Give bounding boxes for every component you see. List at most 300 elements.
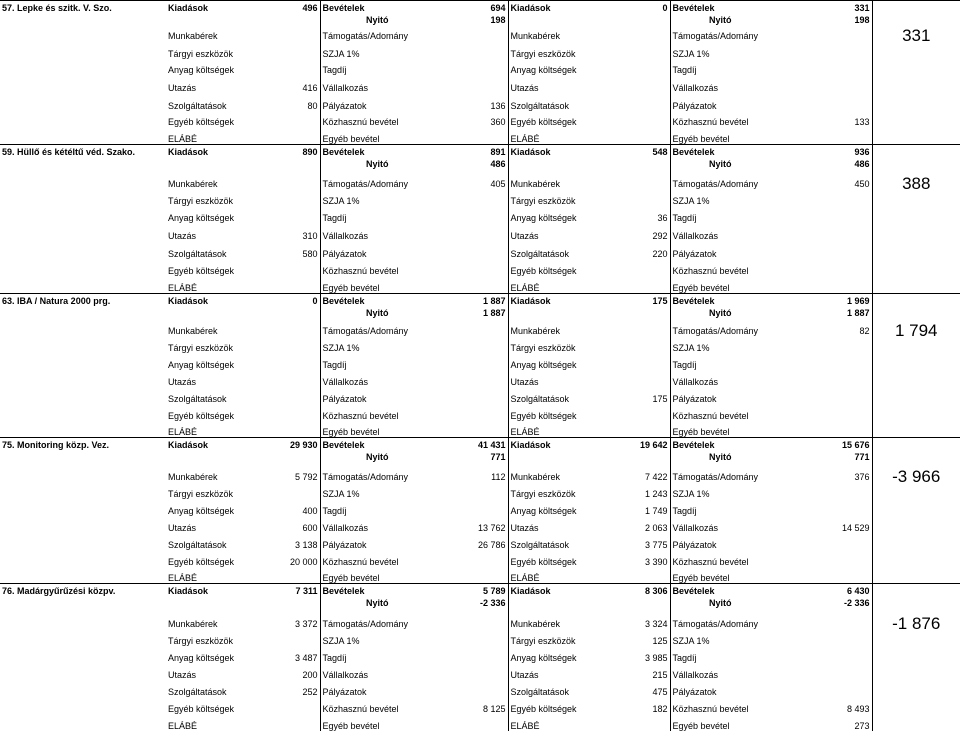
- expense-category: Utazás: [508, 223, 616, 241]
- detail-row: [0, 680, 960, 697]
- detail-row: [0, 276, 960, 294]
- income-category: Közhasznú bevétel: [670, 697, 770, 714]
- expense-value-1: [256, 127, 320, 145]
- income-value-2: 450: [854, 178, 870, 189]
- income-value-1: [434, 223, 508, 241]
- expense-category: ELÁBÉ: [508, 421, 616, 438]
- income-category: Közhasznú bevétel: [320, 404, 434, 421]
- expense-value-1: [256, 387, 320, 404]
- income-category: Egyéb bevétel: [670, 276, 770, 294]
- expense-value-2: 125: [652, 635, 668, 646]
- empty-cell: [0, 223, 166, 241]
- detail-row: [0, 714, 960, 731]
- income-value-2: [770, 499, 872, 516]
- expense-category: Anyag költségek: [168, 652, 235, 663]
- expenses-label: Kiadások: [166, 294, 256, 306]
- opening-value-1: 1 887: [482, 307, 506, 318]
- income-value-2: 273: [854, 720, 870, 731]
- result-column-cell: [872, 714, 960, 731]
- income-label: Bevételek: [670, 1, 770, 13]
- expense-category: Szolgáltatások: [508, 241, 616, 259]
- income-category: Közhasznú bevétel: [670, 550, 770, 567]
- empty-cell: [0, 714, 166, 731]
- expense-category: ELÁBÉ: [168, 573, 198, 583]
- opening-label: Nyitó: [320, 306, 434, 318]
- income-category: Támogatás/Adomány: [670, 608, 770, 629]
- income-value-2: [770, 353, 872, 370]
- income-value-1: [434, 41, 508, 59]
- detail-row: [0, 499, 960, 516]
- income-value-1: [434, 629, 508, 646]
- income-category: Pályázatok: [670, 387, 770, 404]
- empty-cell: [0, 516, 166, 533]
- income-category: SZJA 1%: [670, 41, 770, 59]
- opening-label: Nyitó: [320, 13, 434, 25]
- detail-row: [0, 629, 960, 646]
- expense-value-2: [616, 41, 670, 59]
- opening-value-1: 198: [490, 14, 506, 25]
- empty-cell: [166, 157, 256, 169]
- income-value-2: [770, 567, 872, 584]
- detail-row: [0, 462, 960, 482]
- expense-category: Szolgáltatások: [168, 539, 227, 550]
- expense-category: ELÁBÉ: [168, 283, 198, 293]
- income-value-1: [434, 336, 508, 353]
- income-category: Közhasznú bevétel: [320, 111, 434, 127]
- expense-category: Tárgyi eszközök: [508, 189, 616, 206]
- detail-row: [0, 127, 960, 145]
- expense-category: Munkabérek: [508, 25, 616, 41]
- expense-value-2: 175: [652, 393, 668, 404]
- expense-value-1: 416: [302, 82, 318, 93]
- detail-row: [0, 663, 960, 680]
- opening-value-1: 771: [490, 451, 506, 462]
- income-value-1: [434, 646, 508, 663]
- income-category: Vállalkozás: [320, 223, 434, 241]
- detail-row: [0, 206, 960, 223]
- expenses-label: Kiadások: [508, 584, 616, 596]
- empty-cell: [508, 157, 616, 169]
- expense-category: ELÁBÉ: [508, 127, 616, 145]
- empty-cell: [0, 206, 166, 223]
- income-category: Egyéb bevétel: [670, 567, 770, 584]
- detail-row: [0, 697, 960, 714]
- expense-category: Utazás: [508, 75, 616, 93]
- expense-value-1: [256, 41, 320, 59]
- income-value-2: [770, 646, 872, 663]
- income-value-1: [434, 318, 508, 336]
- expense-value-2: [616, 318, 670, 336]
- block-title: 76. Madárgyűrűzési közpv.: [0, 584, 166, 596]
- detail-row: [0, 550, 960, 567]
- expense-category: Tárgyi eszközök: [168, 488, 234, 499]
- expense-category: Szolgáltatások: [168, 100, 227, 111]
- income-value-2: [770, 276, 872, 294]
- income-value-2: [770, 223, 872, 241]
- expense-category: Egyéb költségek: [168, 265, 235, 276]
- expenses-label: Kiadások: [508, 1, 616, 13]
- income-category: Pályázatok: [320, 241, 434, 259]
- opening-label: Nyitó: [670, 157, 770, 169]
- income-value-1: [434, 370, 508, 387]
- expense-category: Egyéb költségek: [508, 111, 616, 127]
- expense-value-2: [616, 75, 670, 93]
- income-category: Tagdíj: [320, 646, 434, 663]
- expense-value-2: [616, 370, 670, 387]
- detail-row: [0, 370, 960, 387]
- expense-category: Utazás: [168, 669, 197, 680]
- income-category: SZJA 1%: [670, 336, 770, 353]
- expense-category: Utazás: [168, 376, 197, 387]
- expense-category: Anyag költségek: [508, 206, 616, 223]
- income-value-2: [770, 127, 872, 145]
- empty-cell: [166, 306, 256, 318]
- income-value-1: [434, 75, 508, 93]
- result-column-cell: [872, 336, 960, 353]
- income-value-1: [434, 206, 508, 223]
- expense-category: Egyéb költségek: [508, 550, 616, 567]
- expenses-total-2: 548: [616, 145, 670, 157]
- opening-row: [0, 13, 960, 25]
- income-label: Bevételek: [320, 584, 434, 596]
- empty-cell: [0, 169, 166, 189]
- empty-cell: [508, 596, 616, 608]
- empty-cell: [0, 318, 166, 336]
- expense-value-1: [256, 421, 320, 438]
- opening-label: Nyitó: [670, 450, 770, 462]
- expense-category: Egyéb költségek: [168, 556, 235, 567]
- expense-category: ELÁBÉ: [168, 134, 198, 144]
- detail-row: [0, 223, 960, 241]
- income-category: Vállalkozás: [670, 75, 770, 93]
- expense-value-1: [256, 169, 320, 189]
- result-column-cell: [872, 550, 960, 567]
- block-header-row: [0, 438, 960, 450]
- income-category: Tagdíj: [670, 59, 770, 75]
- expense-value-2: 3 775: [644, 539, 668, 550]
- expenses-total-2: 19 642: [616, 438, 670, 450]
- income-category: Tagdíj: [320, 499, 434, 516]
- expense-value-1: [256, 276, 320, 294]
- result-column-cell: [872, 646, 960, 663]
- expense-category: Tárgyi eszközök: [508, 41, 616, 59]
- income-value-2: [770, 59, 872, 75]
- expense-value-2: [616, 169, 670, 189]
- income-category: Támogatás/Adomány: [320, 608, 434, 629]
- income-value-2: 133: [854, 116, 870, 127]
- detail-row: [0, 482, 960, 499]
- expense-value-2: 220: [652, 248, 668, 259]
- detail-row: [0, 516, 960, 533]
- income-category: Tagdíj: [670, 206, 770, 223]
- income-total-2: 6 430: [770, 584, 872, 596]
- income-category: Közhasznú bevétel: [670, 259, 770, 276]
- income-value-1: 8 125: [482, 703, 506, 714]
- empty-cell: [166, 450, 256, 462]
- empty-cell: [0, 629, 166, 646]
- income-category: SZJA 1%: [670, 629, 770, 646]
- detail-row: [0, 646, 960, 663]
- income-category: Közhasznú bevétel: [670, 404, 770, 421]
- empty-cell: [0, 157, 166, 169]
- expense-category: Szolgáltatások: [168, 686, 227, 697]
- income-category: Egyéb bevétel: [670, 714, 770, 731]
- expense-value-1: [256, 482, 320, 499]
- block-header-row: [0, 1, 960, 13]
- result-column-cell: [872, 75, 960, 93]
- result-column-cell: [872, 370, 960, 387]
- block-result: -3 966: [872, 438, 960, 482]
- income-category: Vállalkozás: [670, 663, 770, 680]
- expense-category: Szolgáltatások: [168, 248, 227, 259]
- result-column-cell: [872, 516, 960, 533]
- income-category: SZJA 1%: [670, 482, 770, 499]
- income-value-1: 360: [490, 116, 506, 127]
- opening-label: Nyitó: [320, 596, 434, 608]
- income-category: Pályázatok: [670, 93, 770, 111]
- income-value-1: [434, 59, 508, 75]
- result-column-cell: [872, 533, 960, 550]
- empty-cell: [0, 499, 166, 516]
- income-value-1: [434, 353, 508, 370]
- expense-value-1: [256, 567, 320, 584]
- empty-cell: [0, 370, 166, 387]
- result-column-cell: [872, 206, 960, 223]
- expenses-label: Kiadások: [166, 438, 256, 450]
- empty-cell: [166, 596, 256, 608]
- expense-category: Anyag költségek: [508, 59, 616, 75]
- income-category: Pályázatok: [670, 680, 770, 697]
- income-label: Bevételek: [320, 145, 434, 157]
- expense-value-2: [616, 259, 670, 276]
- empty-cell: [0, 111, 166, 127]
- empty-cell: [0, 127, 166, 145]
- empty-cell: [256, 306, 320, 318]
- income-total-1: 41 431: [434, 438, 508, 450]
- expense-category: Egyéb költségek: [168, 703, 235, 714]
- income-value-1: [434, 276, 508, 294]
- empty-cell: [166, 13, 256, 25]
- expense-value-2: 3 390: [644, 556, 668, 567]
- expense-category: Munkabérek: [508, 608, 616, 629]
- expense-category: Szolgáltatások: [508, 680, 616, 697]
- expense-value-2: [616, 189, 670, 206]
- income-category: Egyéb bevétel: [320, 714, 434, 731]
- empty-cell: [0, 533, 166, 550]
- block-title: 59. Hüllő és kétéltű véd. Szako.: [0, 145, 166, 157]
- result-column-cell: [872, 499, 960, 516]
- empty-cell: [256, 13, 320, 25]
- detail-row: [0, 387, 960, 404]
- opening-row: [0, 306, 960, 318]
- income-category: Vállalkozás: [670, 370, 770, 387]
- expense-category: Szolgáltatások: [508, 533, 616, 550]
- expense-value-1: [256, 697, 320, 714]
- detail-row: [0, 111, 960, 127]
- empty-cell: [256, 596, 320, 608]
- income-category: Vállalkozás: [320, 370, 434, 387]
- income-category: Egyéb bevétel: [320, 127, 434, 145]
- detail-row: [0, 567, 960, 584]
- income-value-2: [770, 533, 872, 550]
- empty-cell: [0, 663, 166, 680]
- block-header-row: [0, 294, 960, 306]
- result-column-cell: [872, 421, 960, 438]
- expense-category: ELÁBÉ: [168, 427, 198, 437]
- income-value-2: [770, 550, 872, 567]
- income-value-2: 14 529: [841, 522, 870, 533]
- income-value-1: [434, 550, 508, 567]
- empty-cell: [0, 75, 166, 93]
- opening-value-1: 486: [490, 158, 506, 169]
- income-value-2: [770, 404, 872, 421]
- expense-value-2: 7 422: [644, 471, 668, 482]
- income-category: Pályázatok: [670, 533, 770, 550]
- income-category: Támogatás/Adomány: [670, 169, 770, 189]
- expense-category: Szolgáltatások: [508, 387, 616, 404]
- empty-cell: [0, 697, 166, 714]
- result-column-cell: [872, 404, 960, 421]
- empty-cell: [0, 41, 166, 59]
- detail-row: [0, 259, 960, 276]
- expense-value-1: 580: [302, 248, 318, 259]
- income-category: Vállalkozás: [320, 516, 434, 533]
- income-value-2: [770, 206, 872, 223]
- expense-category: Anyag költségek: [168, 359, 235, 370]
- expense-category: ELÁBÉ: [508, 567, 616, 584]
- empty-cell: [256, 157, 320, 169]
- empty-cell: [0, 336, 166, 353]
- result-column-cell: [872, 93, 960, 111]
- income-value-2: [770, 336, 872, 353]
- expenses-total-1: 496: [256, 1, 320, 13]
- income-label: Bevételek: [320, 438, 434, 450]
- income-label: Bevételek: [670, 584, 770, 596]
- empty-cell: [0, 608, 166, 629]
- expenses-label: Kiadások: [166, 1, 256, 13]
- empty-cell: [0, 189, 166, 206]
- income-category: SZJA 1%: [320, 482, 434, 499]
- income-value-1: [434, 259, 508, 276]
- detail-row: [0, 533, 960, 550]
- expense-value-1: 20 000: [289, 556, 318, 567]
- expense-value-2: 36: [657, 212, 668, 223]
- expense-value-1: [256, 59, 320, 75]
- income-category: Vállalkozás: [320, 663, 434, 680]
- result-column-cell: [872, 663, 960, 680]
- income-category: SZJA 1%: [320, 189, 434, 206]
- income-value-2: [770, 189, 872, 206]
- income-value-1: [434, 387, 508, 404]
- income-category: Támogatás/Adomány: [320, 462, 434, 482]
- expense-category: Tárgyi eszközök: [168, 48, 234, 59]
- empty-cell: [508, 306, 616, 318]
- income-category: Pályázatok: [320, 680, 434, 697]
- empty-cell: [0, 404, 166, 421]
- expense-category: Tárgyi eszközök: [508, 629, 616, 646]
- empty-cell: [0, 59, 166, 75]
- empty-cell: [0, 462, 166, 482]
- expenses-total-1: 29 930: [256, 438, 320, 450]
- income-value-2: [770, 93, 872, 111]
- result-column-cell: [872, 259, 960, 276]
- income-category: Közhasznú bevétel: [320, 550, 434, 567]
- expense-value-2: [616, 59, 670, 75]
- income-category: Támogatás/Adomány: [320, 25, 434, 41]
- income-category: Vállalkozás: [670, 516, 770, 533]
- expense-value-1: 200: [302, 669, 318, 680]
- empty-cell: [0, 93, 166, 111]
- expense-value-1: [256, 370, 320, 387]
- expense-value-1: [256, 111, 320, 127]
- expenses-total-2: 0: [616, 1, 670, 13]
- expense-value-2: [616, 404, 670, 421]
- expense-category: Egyéb költségek: [168, 410, 235, 421]
- income-category: Pályázatok: [670, 241, 770, 259]
- detail-row: [0, 421, 960, 438]
- expense-category: Munkabérek: [508, 318, 616, 336]
- expense-category: Munkabérek: [168, 471, 218, 482]
- income-category: Vállalkozás: [320, 75, 434, 93]
- expense-category: Utazás: [168, 82, 197, 93]
- income-value-1: [434, 127, 508, 145]
- income-category: Közhasznú bevétel: [320, 697, 434, 714]
- empty-cell: [0, 387, 166, 404]
- expenses-total-1: 0: [256, 294, 320, 306]
- opening-label: Nyitó: [670, 596, 770, 608]
- expense-value-1: 310: [302, 230, 318, 241]
- result-column-cell: [872, 189, 960, 206]
- result-column-cell: [872, 697, 960, 714]
- income-value-2: 376: [854, 471, 870, 482]
- expense-value-2: [616, 25, 670, 41]
- income-label: Bevételek: [670, 294, 770, 306]
- income-category: Egyéb bevétel: [320, 421, 434, 438]
- expense-value-1: 80: [307, 100, 318, 111]
- income-value-1: [434, 482, 508, 499]
- income-label: Bevételek: [320, 294, 434, 306]
- detail-row: [0, 318, 960, 336]
- expense-category: Szolgáltatások: [168, 393, 227, 404]
- expenses-label: Kiadások: [508, 294, 616, 306]
- result-column-cell: [872, 241, 960, 259]
- income-value-2: 82: [859, 325, 870, 336]
- income-category: Egyéb bevétel: [320, 567, 434, 584]
- block-header-row: [0, 584, 960, 596]
- expense-value-2: 475: [652, 686, 668, 697]
- income-category: Közhasznú bevétel: [320, 259, 434, 276]
- income-category: Pályázatok: [320, 93, 434, 111]
- expense-category: Munkabérek: [168, 178, 218, 189]
- income-total-2: 15 676: [770, 438, 872, 450]
- income-value-1: 136: [490, 100, 506, 111]
- result-column-cell: [872, 387, 960, 404]
- expense-value-2: 2 063: [644, 522, 668, 533]
- income-value-1: 26 786: [477, 539, 506, 550]
- empty-cell: [616, 596, 670, 608]
- empty-cell: [0, 276, 166, 294]
- expense-value-2: [616, 353, 670, 370]
- opening-label: Nyitó: [670, 13, 770, 25]
- empty-cell: [0, 450, 166, 462]
- expense-value-2: [616, 421, 670, 438]
- result-column-cell: [872, 629, 960, 646]
- income-value-2: [770, 25, 872, 41]
- income-category: Támogatás/Adomány: [670, 318, 770, 336]
- expense-category: Anyag költségek: [168, 212, 235, 223]
- income-value-2: [770, 608, 872, 629]
- expense-value-1: 3 487: [294, 652, 318, 663]
